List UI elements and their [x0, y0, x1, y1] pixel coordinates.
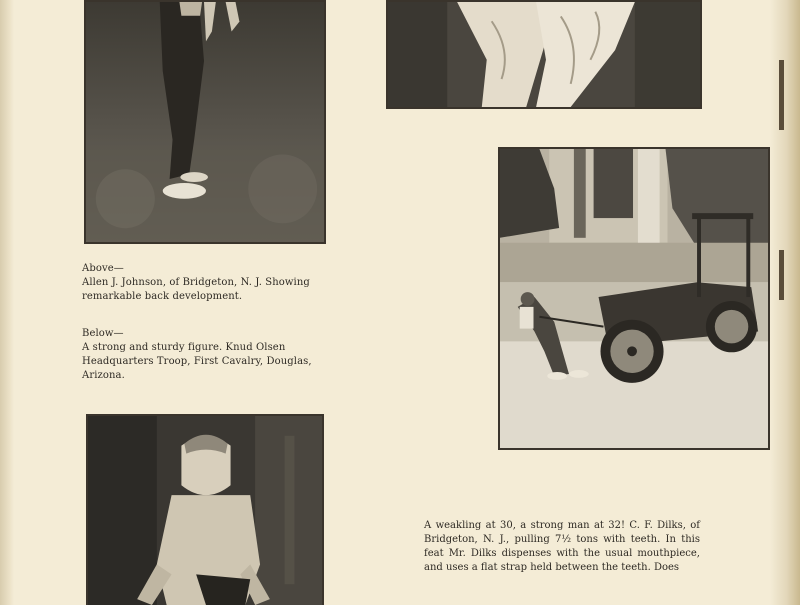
binding-tab-mark — [779, 60, 784, 130]
caption-below-heading: Below— — [82, 328, 124, 339]
photo-hands-closeup — [386, 0, 702, 109]
caption-above-heading: Above— — [82, 263, 124, 274]
page-edge-left — [0, 0, 14, 605]
article-paragraph: A weakling at 30, a strong man at 32! C. F. Dilks, of Bridgeton, N. J., pulling 7½ tons with teeth. In this feat Mr. Dilks dispenses with the usual mouthpiece, and uses a flat strap held between the teeth. Does — [424, 520, 700, 573]
photo-man-standing — [84, 0, 326, 244]
photo-man-pulling-truck — [498, 147, 770, 450]
caption-above-text: Allen J. Johnson, of Bridgeton, N. J. Showing remarkable back development. — [82, 277, 310, 302]
page-edge-right — [770, 0, 800, 605]
binding-tab-mark — [779, 250, 784, 300]
photo-man-seated — [86, 414, 324, 605]
article-text-block — [424, 519, 700, 575]
caption-below-text: A strong and sturdy figure. Knud Olsen Headquarters Troop, First Cavalry, Douglas, Arizona. — [82, 342, 312, 381]
